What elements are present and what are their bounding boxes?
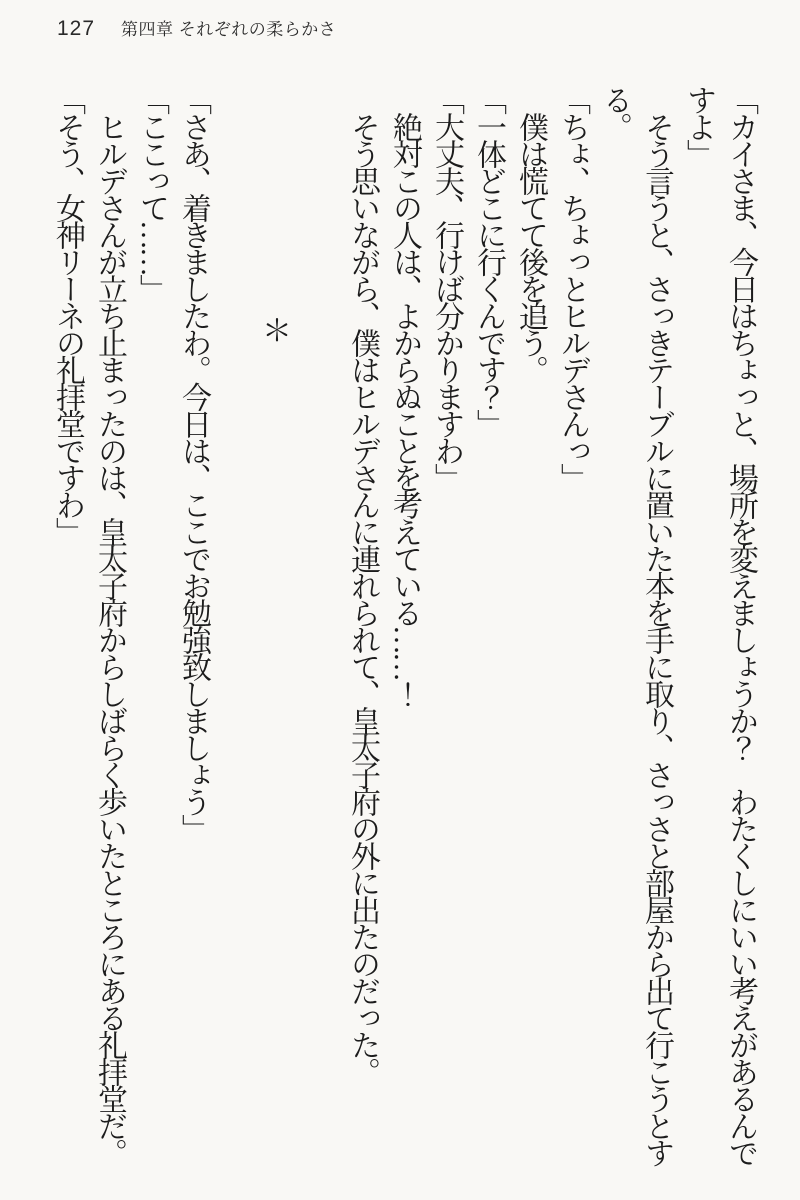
dialogue-line: 「ちょ、ちょっとヒルデさんっ」 <box>556 85 589 490</box>
page-header <box>57 15 336 41</box>
narration-line: 僕は慌てて後を追う。 <box>514 85 547 382</box>
dialogue-line: 「そう、女神リーネの礼拝堂ですわ」 <box>51 85 84 544</box>
narration-line: そう思いながら、僕はヒルデさんに連れられて、皇太子府の外に出たのだった。 <box>346 85 379 1084</box>
narration-line: ヒルデさんが立ち止まったのは、皇太子府からしばらく歩いたところにある礼拝堂だ。 <box>93 85 126 1165</box>
page-number: 127 <box>57 17 96 40</box>
dialogue-line: 「さあ、着きましたわ。今日は、ここでお勉強致しましょう」 <box>177 85 210 841</box>
section-divider: ＊ <box>257 315 290 345</box>
narration-line: そう言うと、さっきテーブルに置いた本を手に取り、さっさと部屋から出て行こうとする。 <box>598 85 673 1165</box>
vertical-text-block <box>46 85 761 1171</box>
narration-line: 絶対この人は、よからぬことを考えている……！ <box>388 85 421 706</box>
dialogue-line: 「一体どこに行くんです？」 <box>472 85 505 436</box>
chapter-heading: 第四章 それぞれの柔らかさ <box>121 20 337 39</box>
dialogue-line: 「カイさま、今日はちょっと、場所を変えましょうか？ わたくしにいい考えがあるんですよ」 <box>682 85 757 1165</box>
dialogue-line: 「大丈夫、行けば分かりますわ」 <box>430 85 463 490</box>
dialogue-line: 「ここって……」 <box>135 85 168 301</box>
